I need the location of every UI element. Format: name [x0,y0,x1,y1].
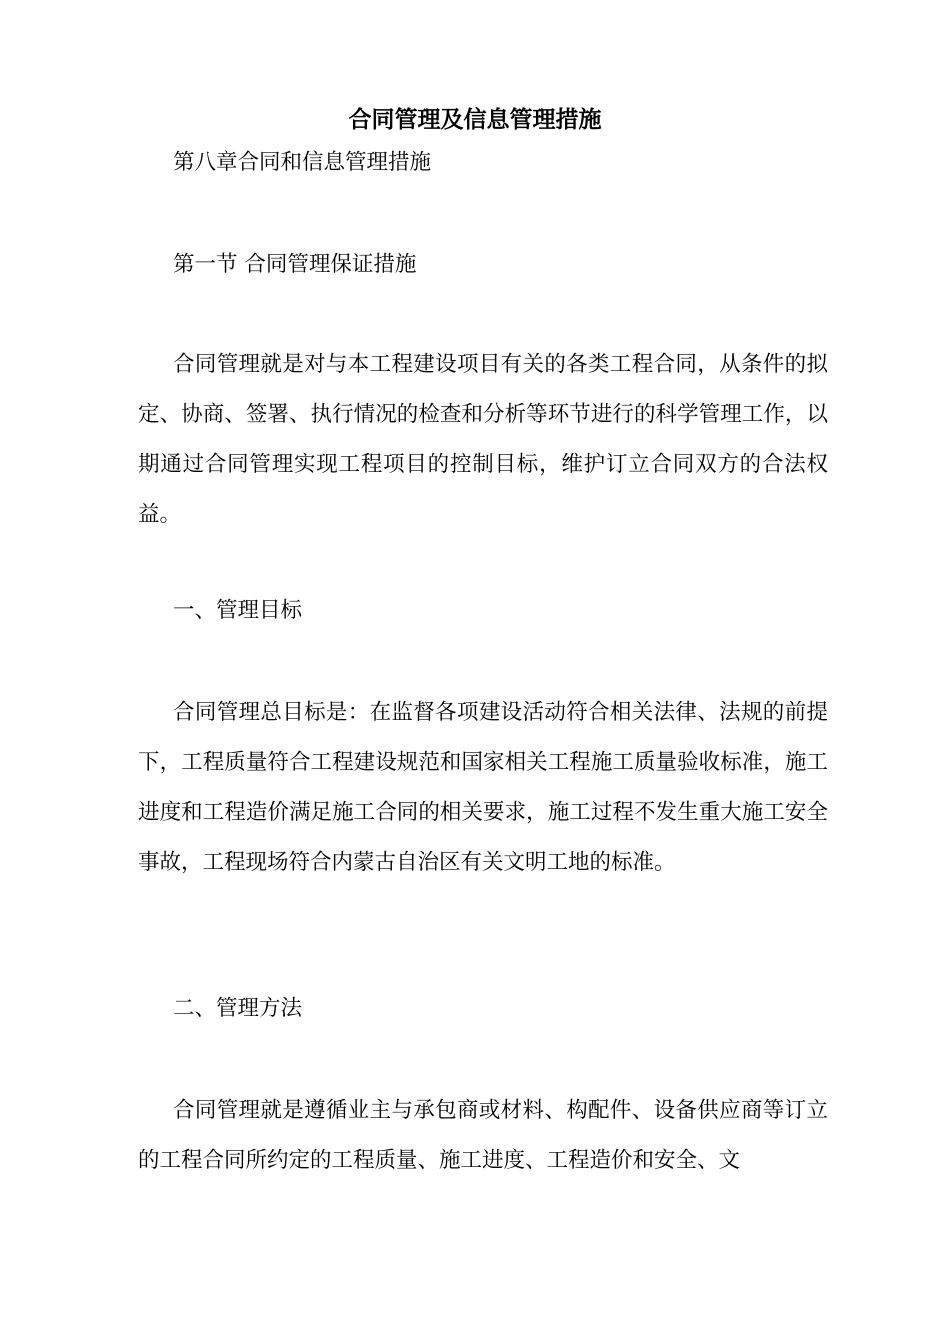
method-heading: 二、管理方法 [173,996,303,1021]
chapter-heading: 第八章合同和信息管理措施 [173,150,432,175]
method-paragraph: 合同管理就是遵循业主与承包商或材料、构配件、设备供应商等订立的工程合同所约定的工程质量、施工进度、工程造价和安全、文 [138,1098,828,1173]
intro-paragraph: 合同管理就是对与本工程建设项目有关的各类工程合同，从条件的拟定、协商、签署、执行情况的检查和分析等环节进行的科学管理工作，以期通过合同管理实现工程项目的控制目标，维护订立合同双方的合法权益。 [138,352,828,527]
section-heading: 第一节 合同管理保证措施 [173,252,417,277]
goal-heading: 一、管理目标 [173,598,303,623]
document-title: 合同管理及信息管理措施 [348,106,602,133]
goal-paragraph: 合同管理总目标是：在监督各项建设活动符合相关法律、法规的前提下，工程质量符合工程建设规范和国家相关工程施工质量验收标准，施工进度和工程造价满足施工合同的相关要求，施工过程不发生重大施工安全事故，工程现场符合内蒙古自治区有关文明工地的标准。 [138,700,828,875]
